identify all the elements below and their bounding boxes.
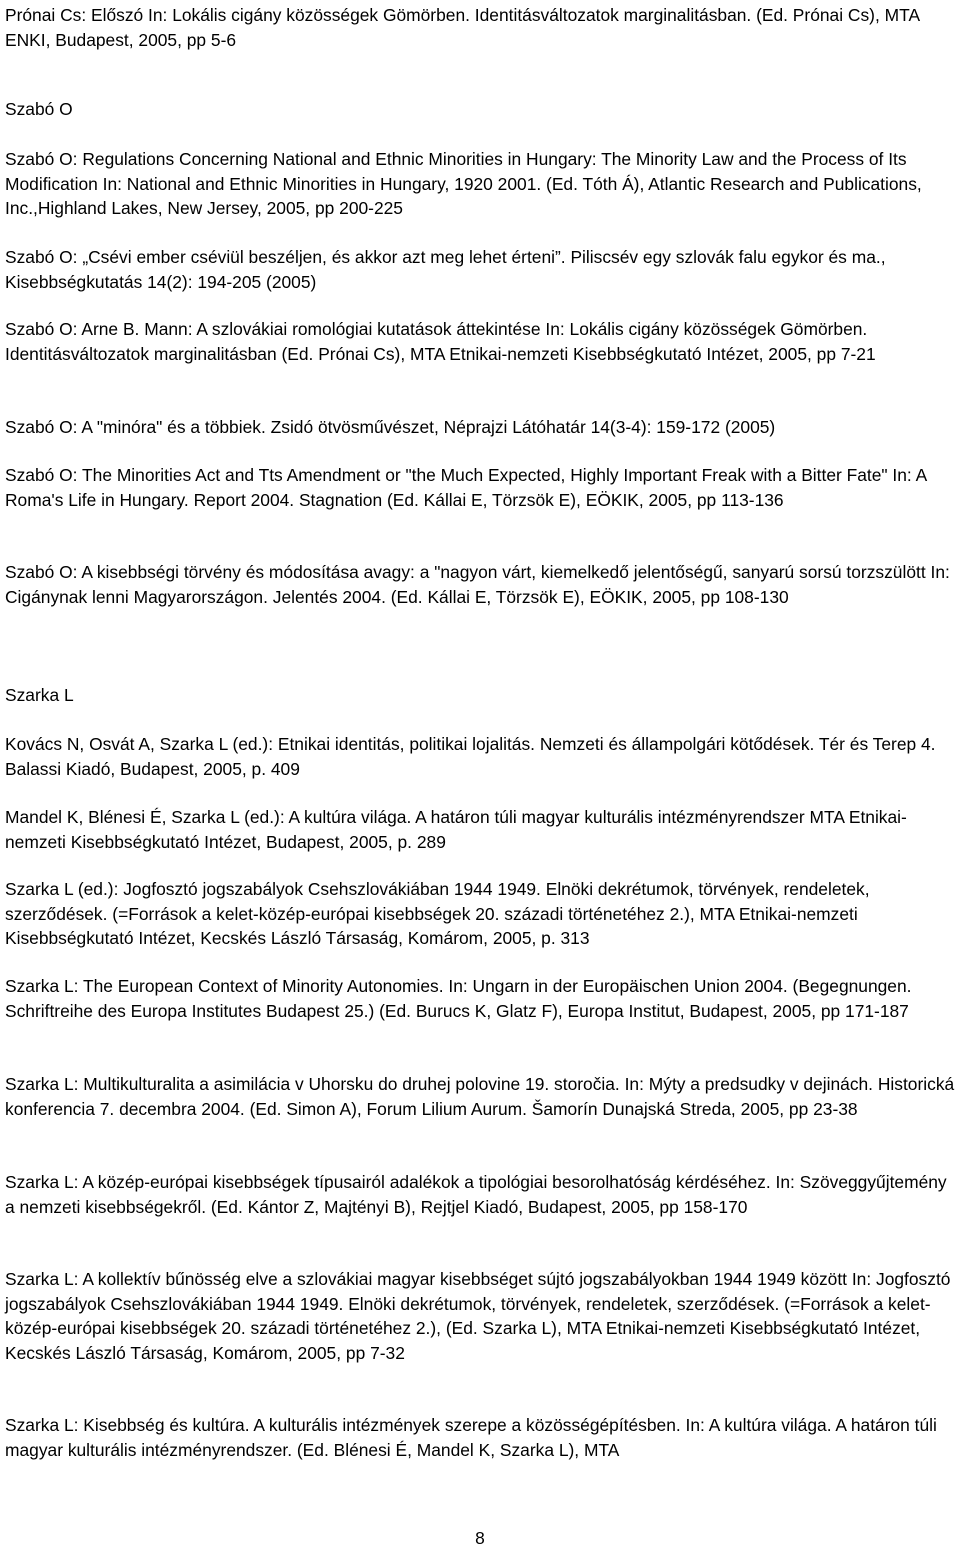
bibliography-entry: Szarka L (ed.): Jogfosztó jogszabályok Csehszlovákiában 1944 1949. Elnöki dekrétumok, törvények, rendeletek, szerződések. (=Források a kelet-közép-európai kisebbségek 20. századi történetéhez 2.), MTA Etnikai-nemzeti Kisebbségkutató Intézet, Kecskés László Társaság, Komárom, 2005, p. 313 [5,879,870,948]
bibliography-entry: Szabó O: The Minorities Act and Tts Amendment or "the Much Expected, Highly Important Freak with a Bitter Fate" In: A Roma's Life in Hungary. Report 2004. Stagnation (Ed. Kállai E, Törzsök E), EÖKIK, 2005, pp 113-136 [5,465,927,510]
page-number: 8 [475,1528,485,1548]
bibliography-entry: Szabó O: A kisebbségi törvény és módosítása avagy: a "nagyon várt, kiemelkedő jelentőségű, sanyarú sorsú torzszülött In: Cigánynak lenni Magyarországon. Jelentés 2004. (Ed. Kállai E, Törzsök E), EÖKIK, 2005, pp 108-130 [5,562,950,607]
bibliography-entry: Szarka L: A kollektív bűnösség elve a szlovákiai magyar kisebbséget sújtó jogszabályokban 1944 1949 között In: Jogfosztó jogszabályok Csehszlovákiában 1944 1949. Elnöki dekrétumok, törvények, rendeletek, szerződések. (=Források a kelet-közép-európai kisebbségek 20. századi történetéhez 2.), (Ed. Szarka L), MTA Etnikai-nemzeti Kisebbségkutató Intézet, Kecskés László Társaság, Komárom, 2005, pp 7-32 [5,1269,951,1363]
bibliography-entry: Szabó O: „Csévi ember cséviül beszéljen, és akkor azt meg lehet érteni”. Piliscsév egy szlovák falu egykor és ma., Kisebbségkutatás 14(2): 194-205 (2005) [5,247,886,292]
bibliography-entry: Szarka L: The European Context of Minority Autonomies. In: Ungarn in der Europäischen Union 2004. (Begegnungen. Schriftreihe des Europa Institutes Budapest 25.) (Ed. Burucs K, Glatz F), Europa Institut, Budapest, 2005, pp 171-187 [5,976,912,1021]
bibliography-entry: Szarka L: Kisebbség és kultúra. A kulturális intézmények szerepe a közösségépítésben. In: A kultúra világa. A határon túli magyar kulturális intézményrendszer. (Ed. Blénesi É, Mandel K, Szarka L), MTA [5,1415,937,1460]
bibliography-entry: Szabó O: Arne B. Mann: A szlovákiai romológiai kutatások áttekintése In: Lokális cigány közösségek Gömörben. Identitásváltozatok marginalitásban (Ed. Prónai Cs), MTA Etnikai-nemzeti Kisebbségkutató Intézet, 2005, pp 7-21 [5,319,876,364]
bibliography-entry: Kovács N, Osvát A, Szarka L (ed.): Etnikai identitás, politikai lojalitás. Nemzeti és állampolgári kötődések. Tér és Terep 4. Balassi Kiadó, Budapest, 2005, p. 409 [5,734,936,779]
bibliography-entry: Prónai Cs: Előszó In: Lokális cigány közösségek Gömörben. Identitásváltozatok marginalitásban. (Ed. Prónai Cs), MTA ENKI, Budapest, 2005, pp 5-6 [5,5,920,50]
section-heading-szarka: Szarka L [5,685,74,705]
bibliography-entry: Mandel K, Blénesi É, Szarka L (ed.): A kultúra világa. A határon túli magyar kulturális intézményrendszer MTA Etnikai-nemzeti Kisebbségkutató Intézet, Budapest, 2005, p. 289 [5,807,907,852]
bibliography-entry: Szabó O: A "minóra" és a többiek. Zsidó ötvösművészet, Néprajzi Látóhatár 14(3-4): 159-172 (2005) [5,417,776,437]
bibliography-entry: Szarka L: Multikulturalita a asimilácia v Uhorsku do druhej polovine 19. storočia. In: Mýty a predsudky v dejinách. Historická konferencia 7. decembra 2004. (Ed. Simon A), Forum Lilium Aurum. Šamorín Dunajská Streda, 2005, pp 23-38 [5,1074,955,1119]
section-heading-szabo: Szabó O [5,99,73,119]
bibliography-entry: Szarka L: A közép-európai kisebbségek típusairól adalékok a tipológiai besorolhatóság kérdéséhez. In: Szöveggyűjtemény a nemzeti kisebbségekről. (Ed. Kántor Z, Majtényi B), Rejtjel Kiadó, Budapest, 2005, pp 158-170 [5,1172,947,1217]
bibliography-entry: Szabó O: Regulations Concerning National and Ethnic Minorities in Hungary: The Minority Law and the Process of Its Modification In: National and Ethnic Minorities in Hungary, 1920 2001. (Ed. Tóth Á), Atlantic Research and Publications, Inc.,Highland Lakes, New Jersey, 2005, pp 200-225 [5,149,922,218]
